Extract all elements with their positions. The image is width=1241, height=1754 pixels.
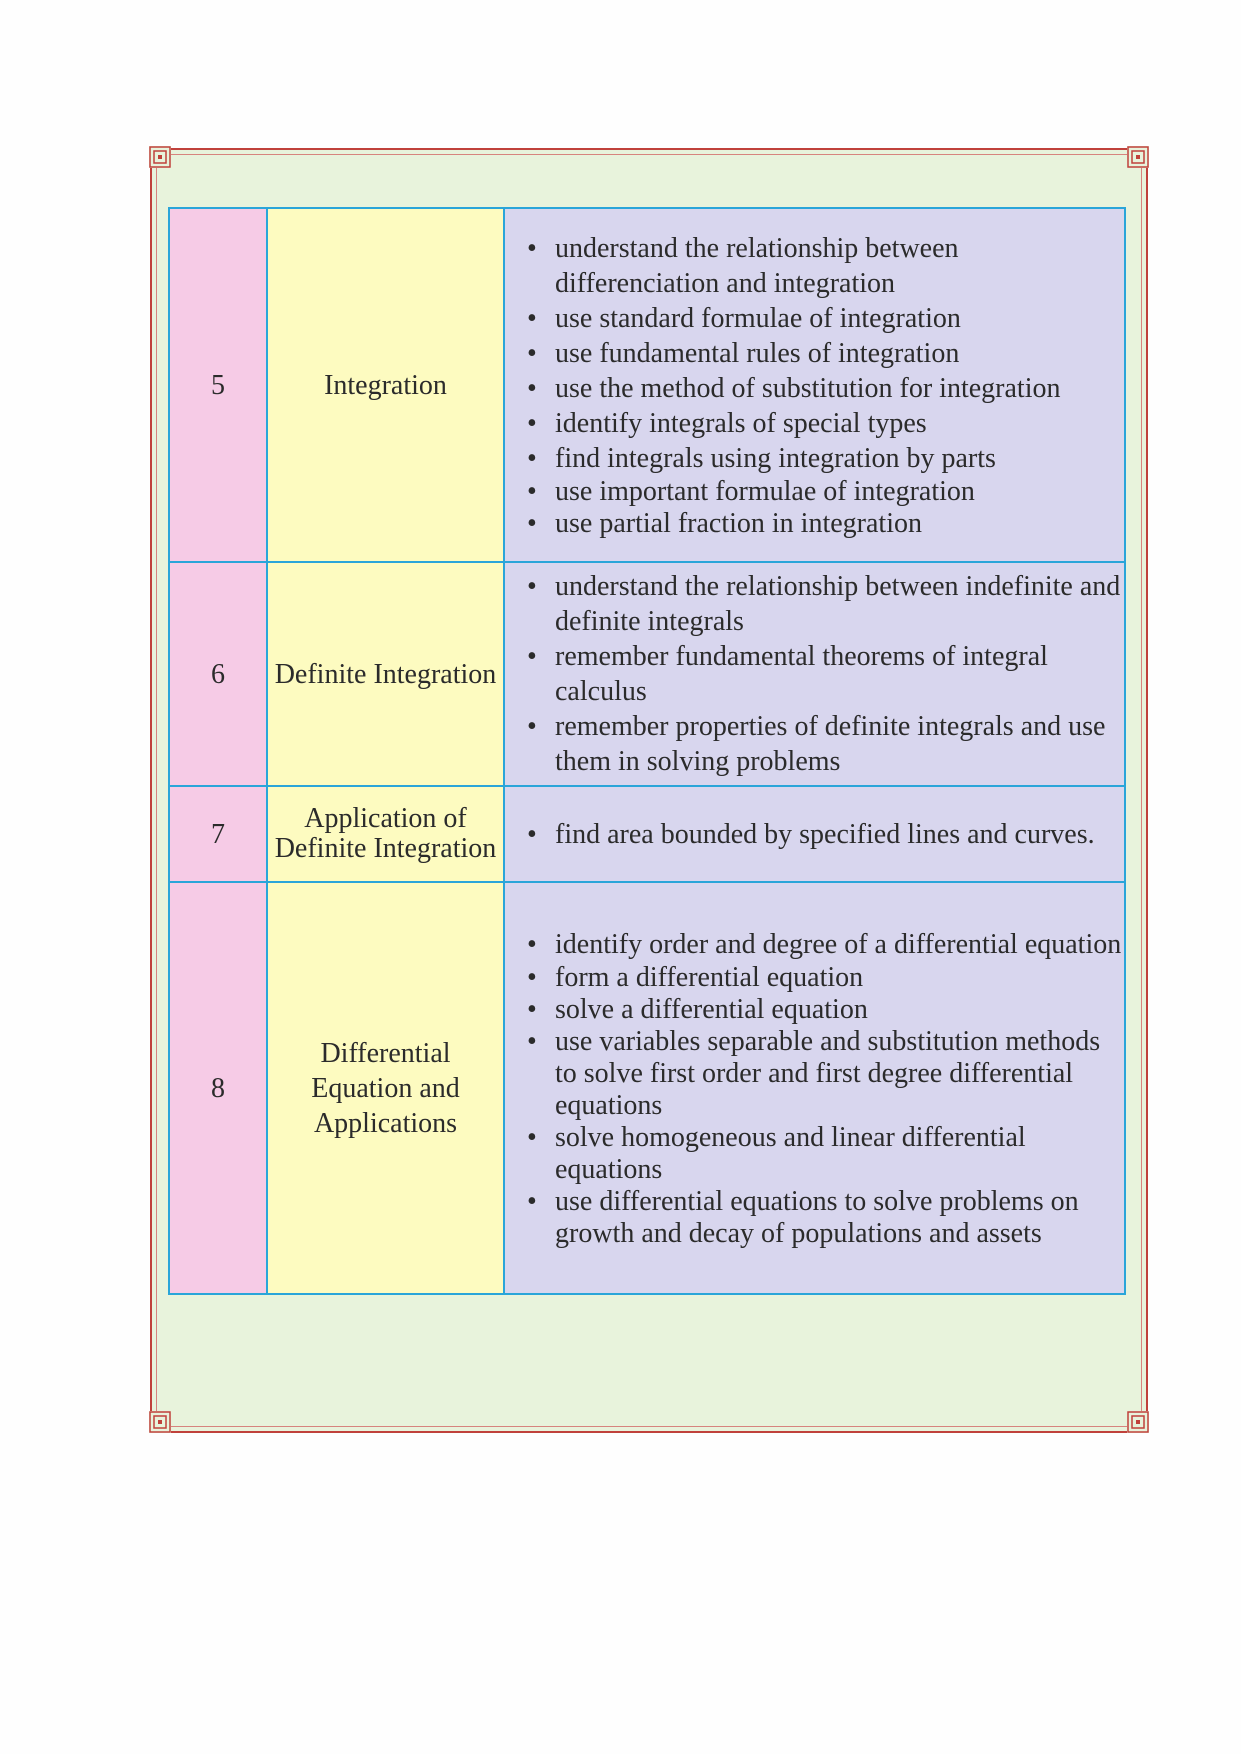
learning-outcomes [504, 562, 1125, 786]
unit-topic-line: Application of [304, 803, 467, 834]
unit-topic [267, 882, 504, 1294]
unit-topic-text: Differential Equation and Applications [311, 1037, 460, 1139]
list-item: • use standard formulae of integration [525, 301, 1124, 336]
syllabus-table [168, 207, 1126, 1295]
list-item: • remember fundamental theorems of integral calculus [525, 639, 1124, 709]
list-item: • remember properties of definite integrals and use them in solving problems [525, 709, 1124, 779]
unit-topic: Integration [267, 208, 504, 562]
list-item: • understand the relationship between differenciation and integration [525, 231, 1124, 301]
table-row [169, 562, 1125, 786]
corner-ornament-icon [1127, 146, 1149, 168]
list-item: • solve homogeneous and linear differential equations [525, 1122, 1124, 1186]
table-row [169, 786, 1125, 882]
table-row [169, 208, 1125, 562]
unit-number: 7 [169, 786, 267, 882]
list-item: • identify order and degree of a differential equation [525, 927, 1124, 962]
learning-outcomes [504, 882, 1125, 1294]
unit-number: 8 [169, 882, 267, 1294]
corner-ornament-icon [149, 146, 171, 168]
corner-ornament-icon [1127, 1411, 1149, 1433]
learning-outcomes [504, 208, 1125, 562]
table-row [169, 882, 1125, 1294]
unit-number: 5 [169, 208, 267, 562]
unit-number: 6 [169, 562, 267, 786]
list-item: • use partial fraction in integration [525, 508, 1124, 540]
list-item: • find area bounded by specified lines and curves. [525, 817, 1124, 852]
corner-ornament-icon [149, 1411, 171, 1433]
list-item: • identify integrals of special types [525, 406, 1124, 441]
unit-topic-line: Definite Integration [274, 833, 497, 864]
list-item: • solve a differential equation [525, 994, 1124, 1026]
list-item: • use important formulae of integration [525, 476, 1124, 508]
list-item: • use the method of substitution for integration [525, 371, 1124, 406]
unit-topic: Definite Integration [267, 562, 504, 786]
list-item: • form a differential equation [525, 962, 1124, 994]
list-item: • find integrals using integration by parts [525, 441, 1124, 476]
learning-outcomes [504, 786, 1125, 882]
list-item: • use variables separable and substitution methods to solve first order and first degree differential equations [525, 1026, 1124, 1122]
list-item: • understand the relationship between indefinite and definite integrals [525, 569, 1124, 639]
unit-topic [267, 786, 504, 882]
list-item: • use differential equations to solve problems on growth and decay of populations and assets [525, 1186, 1124, 1250]
list-item: • use fundamental rules of integration [525, 336, 1124, 371]
